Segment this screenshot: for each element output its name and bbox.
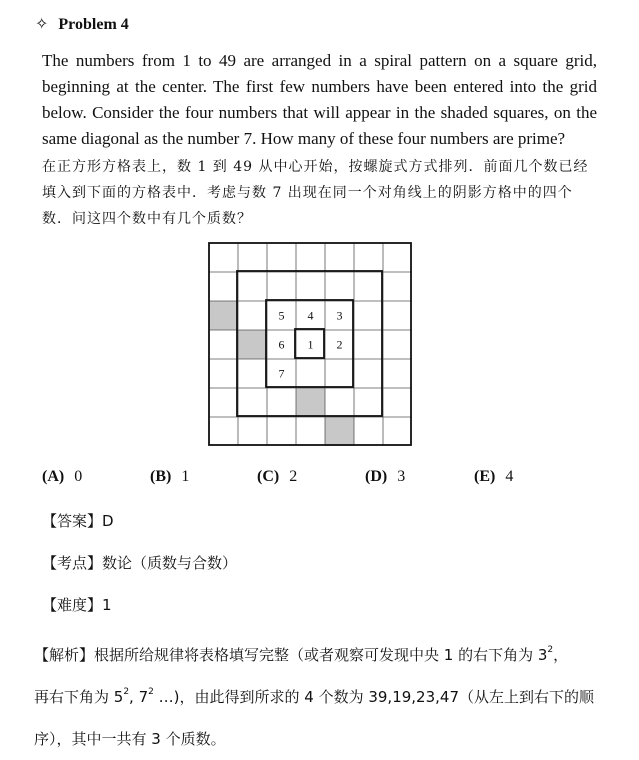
grid-number: 2 bbox=[336, 337, 343, 352]
analysis-text: 根据所给规律将表格填写完整（或者观察可发现中央 1 的右下角为 3 bbox=[94, 646, 548, 664]
spiral-grid bbox=[208, 242, 412, 446]
option-d[interactable] bbox=[365, 468, 405, 486]
option-value: 4 bbox=[505, 468, 514, 485]
difficulty-label: 【难度】 bbox=[42, 596, 103, 614]
analysis-text: ， bbox=[553, 646, 569, 664]
chinese-line: 填入到下面的方格表中．考虑与数 7 出现在同一个对角线上的阴影方格中的四个 bbox=[42, 185, 573, 201]
exponent: 2 bbox=[547, 645, 554, 655]
answer-label: 【答案】 bbox=[42, 512, 103, 530]
option-b[interactable] bbox=[150, 468, 189, 486]
chinese-line: 在正方形方格表上，数 1 到 49 从中心开始，按螺旋式方式排列．前面几个数已经 bbox=[42, 159, 589, 175]
problem-header bbox=[35, 14, 129, 34]
exponent: 2 bbox=[123, 687, 130, 697]
option-value: 1 bbox=[181, 468, 190, 485]
option-letter: (E) bbox=[474, 468, 496, 485]
topic-section bbox=[42, 552, 237, 573]
analysis-text: , 7 bbox=[129, 688, 149, 706]
analysis-text: 再右下角为 5 bbox=[34, 688, 124, 706]
grid-numbers bbox=[279, 309, 343, 381]
topic-value: 数论（质数与合数） bbox=[102, 554, 238, 572]
analysis-section bbox=[34, 634, 604, 760]
chinese-line: 数．问这四个数中有几个质数？ bbox=[42, 211, 252, 227]
star-icon: ✧ bbox=[35, 16, 49, 33]
option-value: 0 bbox=[74, 468, 83, 485]
grid-number: 6 bbox=[278, 337, 285, 352]
exponent: 2 bbox=[148, 687, 154, 697]
grid-number: 3 bbox=[336, 308, 343, 323]
option-c[interactable] bbox=[257, 468, 297, 486]
shaded-cell bbox=[209, 301, 238, 330]
option-value: 2 bbox=[289, 468, 298, 485]
option-letter: (A) bbox=[42, 468, 65, 485]
problem-english-text: The numbers from 1 to 49 are arranged in a spiral pattern on a square grid, beginning at the center. The first few numbers have been entered into the grid below. Consider the four numbers that will appear in the shaded squares, on the same diagonal as the number 7. How many of these four numbers are prime? bbox=[42, 51, 597, 148]
option-e[interactable] bbox=[474, 468, 513, 486]
topic-label: 【考点】 bbox=[42, 554, 103, 572]
option-value: 3 bbox=[397, 468, 406, 485]
option-a[interactable] bbox=[42, 468, 82, 486]
answer-section bbox=[42, 510, 114, 531]
shaded-cell bbox=[238, 330, 267, 359]
difficulty-section bbox=[42, 594, 112, 615]
option-letter: (C) bbox=[257, 468, 280, 485]
grid-number: 5 bbox=[278, 308, 285, 323]
analysis-label: 【解析】 bbox=[34, 646, 95, 664]
grid-number: 7 bbox=[278, 366, 285, 381]
option-letter: (D) bbox=[365, 468, 388, 485]
grid-number: 4 bbox=[307, 308, 314, 323]
shaded-cell bbox=[296, 388, 325, 417]
grid-number: 1 bbox=[307, 337, 314, 352]
option-letter: (B) bbox=[150, 468, 172, 485]
analysis-text: …)，由此得到所求的 4 个数为 39,19,23,47（从左上到右下的顺序），其中一共有 3 个质数。 bbox=[34, 688, 594, 748]
problem-title: Problem 4 bbox=[58, 16, 129, 33]
answer-value: D bbox=[102, 512, 114, 530]
difficulty-value: 1 bbox=[102, 596, 112, 614]
shaded-cell bbox=[325, 417, 354, 446]
problem-chinese-text bbox=[42, 154, 602, 232]
